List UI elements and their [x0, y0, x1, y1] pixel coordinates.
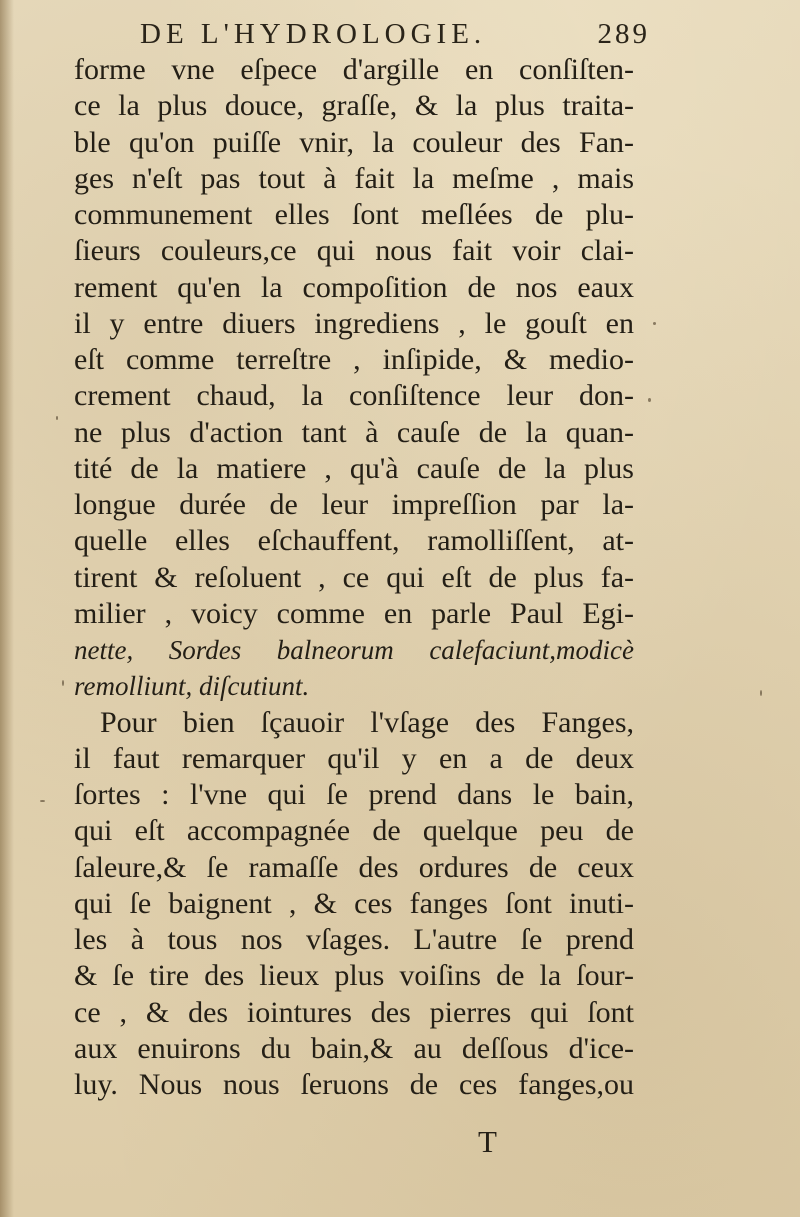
signature-mark: T: [478, 1124, 497, 1159]
text-line: ble qu'on puiſſe vnir, la couleur des Fan-: [74, 125, 634, 159]
page-number: 289: [597, 18, 650, 50]
text-line: rement qu'en la compoſition de nos eaux: [74, 270, 634, 304]
latin-quote-line: nette, Sordes balneorum calefaciunt,modicè: [74, 635, 634, 665]
text-line: il faut remarquer qu'il y en a de deux: [74, 741, 634, 775]
gutter-shadow: [0, 0, 14, 1217]
text-line: aux enuirons du bain,& au deſſous d'ice-: [74, 1031, 634, 1065]
paper-speck: [62, 680, 64, 686]
page-header: [140, 18, 660, 54]
text-line: communement elles ſont meſlées de plu-: [74, 198, 634, 231]
paper-speck: [760, 690, 762, 696]
text-line: luy. Nous nous ſeruons de ces fanges,ou: [74, 1068, 634, 1101]
paragraph-start-line: Pour bien ſçauoir l'vſage des Fanges,: [100, 705, 634, 739]
text-line: ſortes : l'vne qui ſe prend dans le bain,: [74, 778, 634, 811]
text-line: milier , voicy comme en parle Paul Egi-: [74, 596, 634, 630]
text-line: ſieurs couleurs,ce qui nous fait voir clai-: [74, 234, 634, 268]
text-line: tité de la matiere , qu'à cauſe de la plus: [74, 451, 634, 485]
text-line: ce la plus douce, graſſe, & la plus traita-: [74, 89, 634, 123]
text-line: forme vne eſpece d'argille en conſiſten-: [74, 53, 634, 86]
text-line: & ſe tire des lieux plus voiſins de la ſour-: [74, 959, 634, 993]
body-text: [74, 52, 634, 1103]
text-line: qui eſt accompagnée de quelque peu de: [74, 814, 634, 848]
text-line: quelle elles eſchauffent, ramolliſſent, at-: [74, 524, 634, 558]
text-line: eſt comme terreſtre , inſipide, & medio-: [74, 343, 634, 376]
text-line: longue durée de leur impreſſion par la-: [74, 488, 634, 521]
paper-speck: [648, 398, 651, 402]
text-line: ce , & des iointures des pierres qui ſont: [74, 995, 634, 1029]
paper-speck: [40, 800, 45, 802]
text-line: qui ſe baignent , & ces fanges ſont inuti-: [74, 886, 634, 920]
text-line: il y entre diuers ingrediens , le gouſt en: [74, 306, 634, 340]
text-line: les à tous nos vſages. L'autre ſe prend: [74, 923, 634, 956]
text-line: tirent & reſoluent , ce qui eſt de plus fa-: [74, 560, 634, 594]
text-line: ges n'eſt pas tout à fait la meſme , mais: [74, 161, 634, 195]
paper-speck: [653, 322, 656, 325]
text-line: ne plus d'action tant à cauſe de la quan-: [74, 415, 634, 449]
text-line: crement chaud, la conſiſtence leur don-: [74, 379, 634, 413]
paper-speck: [56, 416, 58, 420]
text-line: ſaleure,& ſe ramaſſe des ordures de ceux: [74, 850, 634, 884]
running-head: DE L'HYDROLOGIE.: [140, 18, 487, 50]
latin-quote-line: remolliunt, diſcutiunt.: [74, 671, 310, 702]
